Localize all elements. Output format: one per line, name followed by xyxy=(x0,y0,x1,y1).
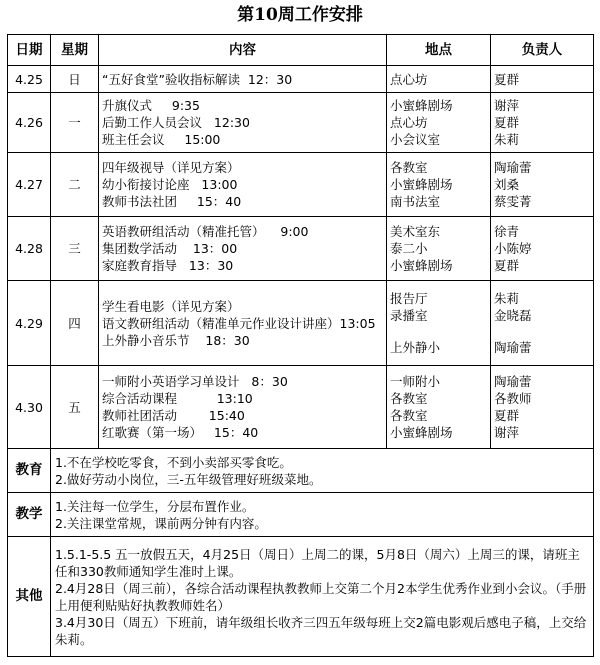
content-line: 家庭教育指导 13：30 xyxy=(102,258,234,273)
row-date: 4.29 xyxy=(8,281,51,366)
content-line: 红歌赛（第一场） 15：40 xyxy=(102,425,259,440)
row-date: 4.28 xyxy=(8,217,51,281)
person-line: 陶瑜蕾 xyxy=(494,374,532,389)
place-line: 上外静小 xyxy=(390,340,441,355)
notes-row-other xyxy=(8,537,594,657)
person-line: 谢萍 xyxy=(494,425,520,440)
note-item: 2.做好劳动小岗位，三-五年级管理好班级菜地。 xyxy=(55,471,322,487)
person-line: 谢萍 xyxy=(494,98,520,113)
row-content xyxy=(99,66,387,93)
place-line: 录播室 xyxy=(390,308,428,323)
person-line: 陶瑜蕾 xyxy=(494,160,532,175)
page-title: 第10周工作安排 xyxy=(237,5,363,25)
table-header-row xyxy=(8,35,594,66)
place-line: 一师附小 xyxy=(390,374,441,389)
table-row xyxy=(8,217,594,281)
header-place: 地点 xyxy=(387,35,491,66)
place-line: 小蜜蜂剧场 xyxy=(390,177,453,192)
person-line: 小陈婷 xyxy=(494,241,532,256)
note-item: 3.4月30日（周五）下班前，请年级组长收齐三四五年级每班上交2篇电影观后感电子稿，上交给朱莉。 xyxy=(55,614,587,647)
row-place xyxy=(387,93,491,153)
note-item: 2.关注课堂常规，课前两分钟有内容。 xyxy=(55,515,267,531)
note-item: 1.关注每一位学生，分层布置作业。 xyxy=(55,498,255,514)
row-place xyxy=(387,153,491,217)
place-line: 点心坊 xyxy=(390,71,428,87)
row-person xyxy=(491,281,594,366)
content-line: 升旗仪式 9:35 xyxy=(102,98,200,113)
content-line: 教师书法社团 15：40 xyxy=(102,194,242,209)
table-row xyxy=(8,281,594,366)
person-line: 朱莉 xyxy=(494,132,520,147)
row-weekday: 四 xyxy=(51,281,99,366)
row-content xyxy=(99,153,387,217)
person-line: 刘桑 xyxy=(494,177,520,192)
content-line: 教师社团活动 15:40 xyxy=(102,408,245,423)
person-line: 夏群 xyxy=(494,71,520,87)
person-line: 夏群 xyxy=(494,408,520,423)
table-row xyxy=(8,153,594,217)
note-item: 1.不在学校吃零食，不到小卖部买零食吃。 xyxy=(55,454,292,470)
place-line: 美术室东 xyxy=(390,224,441,239)
row-date: 4.26 xyxy=(8,93,51,153)
person-line: 陶瑜蕾 xyxy=(494,340,532,355)
notes-row-teaching xyxy=(8,493,594,537)
header-person: 负责人 xyxy=(491,35,594,66)
place-line: 各教室 xyxy=(390,408,428,423)
row-date: 4.27 xyxy=(8,153,51,217)
content-line: 学生看电影（详见方案） xyxy=(102,298,240,314)
notes-category: 教学 xyxy=(8,493,51,537)
table-row xyxy=(8,366,594,449)
note-item: 1.5.1-5.5 五一放假五天，4月25日（周日）上周二的课，5月8日（周六）上周三的课，请班主任和330教师通知学生准时上课。 xyxy=(55,546,580,579)
place-line: 报告厅 xyxy=(390,291,428,306)
row-place xyxy=(387,366,491,449)
row-person xyxy=(491,366,594,449)
notes-category: 其他 xyxy=(8,537,51,657)
note-item: 2.4月28日（周三前），各综合活动课程执教教师上交第二个月2本学生优秀作业到小会议。（手册上用便利贴贴好执教教师姓名） xyxy=(55,580,587,613)
place-line: 南书法室 xyxy=(390,194,441,209)
schedule-table xyxy=(7,34,594,657)
table-row xyxy=(8,93,594,153)
person-line: 蔡雯菁 xyxy=(494,194,532,209)
place-line: 泰二小 xyxy=(390,241,428,256)
place-line: 小蜜蜂剧场 xyxy=(390,425,453,440)
row-place xyxy=(387,281,491,366)
row-date: 4.25 xyxy=(8,66,51,93)
place-line: 小蜜蜂剧场 xyxy=(390,98,453,113)
person-line: 各教师 xyxy=(494,391,532,406)
table-row xyxy=(8,66,594,93)
row-date: 4.30 xyxy=(8,366,51,449)
row-weekday: 日 xyxy=(51,66,99,93)
row-place xyxy=(387,217,491,281)
place-line: 小会议室 xyxy=(390,132,441,147)
row-content xyxy=(99,93,387,153)
place-line: 各教室 xyxy=(390,160,428,175)
content-line: 四年级视导（详见方案） xyxy=(102,160,240,175)
content-line: 综合活动课程 13:10 xyxy=(102,391,253,406)
notes-content xyxy=(51,537,594,657)
row-weekday: 二 xyxy=(51,153,99,217)
place-line: 小蜜蜂剧场 xyxy=(390,258,453,273)
row-weekday: 五 xyxy=(51,366,99,449)
row-weekday: 三 xyxy=(51,217,99,281)
content-line: 语文教研组活动（精准单元作业设计讲座）13:05 xyxy=(102,315,376,331)
header-date: 日期 xyxy=(8,35,51,66)
content-line: 后勤工作人员会议 12:30 xyxy=(102,115,250,130)
content-line: 一师附小英语学习单设计 8：30 xyxy=(102,374,288,389)
row-person xyxy=(491,153,594,217)
person-line: 金晓磊 xyxy=(494,308,532,323)
row-place xyxy=(387,66,491,93)
row-content xyxy=(99,366,387,449)
content-line: 幼小衔接讨论座 13:00 xyxy=(102,177,238,192)
person-line: 夏群 xyxy=(494,115,520,130)
row-content xyxy=(99,217,387,281)
row-content xyxy=(99,281,387,366)
row-person xyxy=(491,66,594,93)
person-line: 徐青 xyxy=(494,224,520,239)
notes-category: 教育 xyxy=(8,449,51,493)
row-weekday: 一 xyxy=(51,93,99,153)
notes-content xyxy=(51,449,594,493)
notes-row-education xyxy=(8,449,594,493)
header-weekday: 星期 xyxy=(51,35,99,66)
notes-content xyxy=(51,493,594,537)
row-person xyxy=(491,93,594,153)
content-line: 集团数学活动 13：00 xyxy=(102,241,238,256)
content-line: “五好食堂”验收指标解读 12：30 xyxy=(102,71,293,87)
row-person xyxy=(491,217,594,281)
content-line: 班主任会议 15:00 xyxy=(102,132,221,147)
content-line: 英语教研组活动（精准托管） 9:00 xyxy=(102,224,309,239)
header-content: 内容 xyxy=(99,35,387,66)
place-line: 各教室 xyxy=(390,391,428,406)
person-line: 朱莉 xyxy=(494,291,520,306)
person-line: 夏群 xyxy=(494,258,520,273)
place-line: 点心坊 xyxy=(390,115,428,130)
content-line: 上外静小音乐节 18：30 xyxy=(102,332,250,348)
